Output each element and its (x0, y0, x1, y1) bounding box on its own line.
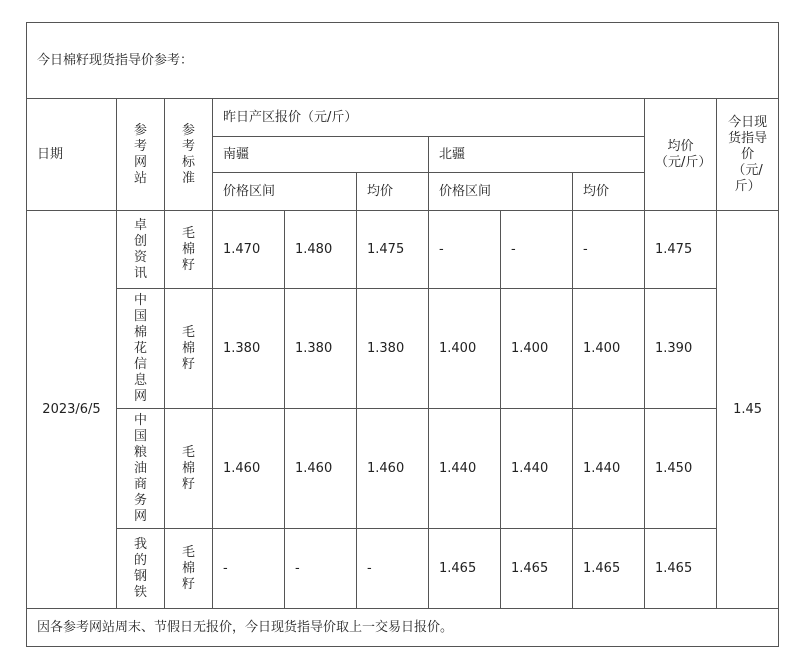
standard-cell: 毛棉籽 (165, 409, 213, 529)
north-average: 1.465 (573, 529, 645, 609)
site-cell: 中国粮油商务网 (117, 409, 165, 529)
average-price: 1.475 (645, 211, 717, 289)
north-range-high: 1.465 (501, 529, 573, 609)
header-north-xinjiang: 北疆 (429, 137, 645, 173)
south-range-low: - (213, 529, 285, 609)
north-range-low: 1.400 (429, 289, 501, 409)
table-row (27, 529, 779, 609)
average-price: 1.450 (645, 409, 717, 529)
table-row (27, 211, 779, 289)
cottonseed-price-table (26, 22, 779, 647)
header-south-xinjiang: 南疆 (213, 137, 429, 173)
north-range-high: - (501, 211, 573, 289)
table-title: 今日棉籽现货指导价参考： (27, 23, 779, 99)
date-cell: 2023/6/5 (27, 211, 117, 609)
guide-price-cell: 1.45 (717, 211, 779, 609)
north-average: 1.400 (573, 289, 645, 409)
south-average: - (357, 529, 429, 609)
header-south-range: 价格区间 (213, 173, 357, 211)
north-range-high: 1.440 (501, 409, 573, 529)
table-row (27, 289, 779, 409)
north-range-high: 1.400 (501, 289, 573, 409)
north-range-low: 1.440 (429, 409, 501, 529)
header-north-average: 均价 (573, 173, 645, 211)
site-cell: 卓创资讯 (117, 211, 165, 289)
south-range-high: 1.480 (285, 211, 357, 289)
header-yesterday-quote: 昨日产区报价（元/斤） (213, 99, 645, 137)
average-price: 1.465 (645, 529, 717, 609)
table-row (27, 409, 779, 529)
north-range-low: 1.465 (429, 529, 501, 609)
header-standard: 参考标准 (165, 99, 213, 211)
standard-cell: 毛棉籽 (165, 289, 213, 409)
north-average: 1.440 (573, 409, 645, 529)
header-north-range: 价格区间 (429, 173, 573, 211)
north-range-low: - (429, 211, 501, 289)
south-range-high: 1.460 (285, 409, 357, 529)
south-average: 1.460 (357, 409, 429, 529)
header-average-price: 均价（元/斤） (645, 99, 717, 211)
header-site: 参考网站 (117, 99, 165, 211)
footnote: 因各参考网站周末、节假日无报价，今日现货指导价取上一交易日报价。 (27, 609, 779, 647)
south-range-high: - (285, 529, 357, 609)
site-cell: 中国棉花信息网 (117, 289, 165, 409)
standard-cell: 毛棉籽 (165, 529, 213, 609)
south-range-low: 1.470 (213, 211, 285, 289)
standard-cell: 毛棉籽 (165, 211, 213, 289)
south-range-high: 1.380 (285, 289, 357, 409)
south-average: 1.380 (357, 289, 429, 409)
header-south-average: 均价 (357, 173, 429, 211)
header-guide-price: 今日现货指导价（元/斤） (717, 99, 779, 211)
header-date: 日期 (27, 99, 117, 211)
south-range-low: 1.380 (213, 289, 285, 409)
site-cell: 我的钢铁 (117, 529, 165, 609)
average-price: 1.390 (645, 289, 717, 409)
north-average: - (573, 211, 645, 289)
south-average: 1.475 (357, 211, 429, 289)
south-range-low: 1.460 (213, 409, 285, 529)
